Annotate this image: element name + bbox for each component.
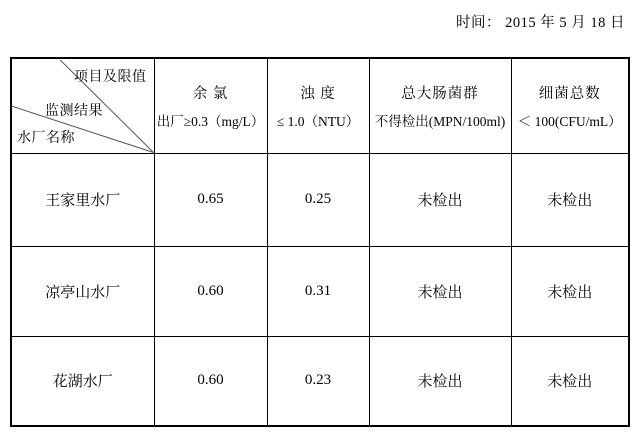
table-cell-value: 0.31	[267, 246, 369, 336]
table-cell-value: 0.65	[154, 153, 267, 246]
date-label: 时间： 2015 年 5 月 18 日	[456, 15, 625, 31]
table-row	[11, 246, 629, 336]
table-row	[11, 153, 629, 246]
column-title: 细菌总数	[538, 85, 601, 102]
table-header-row	[11, 58, 629, 153]
column-title: 余 氯	[192, 85, 229, 102]
column-header-total-bacteria	[511, 58, 629, 153]
corner-label-monitoring-results: 监测结果	[45, 104, 103, 119]
table-cell-value: 0.60	[154, 246, 267, 336]
column-header-total-coliform	[369, 58, 511, 153]
table-cell-value: 0.23	[267, 336, 369, 426]
table-cell-value: 未检出	[369, 246, 511, 336]
column-header-residual-chlorine	[154, 58, 267, 153]
row-header-plant-name: 花湖水厂	[11, 336, 154, 426]
table-cell-value: 未检出	[369, 336, 511, 426]
corner-label-items-and-limits: 项目及限值	[74, 70, 147, 85]
row-header-plant-name: 凉亭山水厂	[11, 246, 154, 336]
table-row	[11, 336, 629, 426]
column-title: 总大肠菌群	[401, 85, 479, 102]
table-cell-value: 0.25	[267, 153, 369, 246]
row-header-plant-name: 王家里水厂	[11, 153, 154, 246]
table-cell-value: 未检出	[511, 246, 629, 336]
column-limit: 不得检出(MPN/100ml)	[374, 113, 506, 129]
column-limit: ≤ 1.0（NTU）	[276, 113, 360, 129]
corner-header-cell	[11, 58, 154, 153]
water-quality-table	[10, 57, 630, 427]
column-limit: ＜ 100(CFU/mL）	[517, 113, 622, 129]
column-limit: 出厂≥0.3（mg/L）	[156, 113, 265, 129]
table-cell-value: 未检出	[511, 153, 629, 246]
column-header-turbidity	[267, 58, 369, 153]
corner-label-plant-name: 水厂名称	[17, 130, 75, 146]
table-cell-value: 未检出	[369, 153, 511, 246]
table-cell-value: 0.60	[154, 336, 267, 426]
column-title: 浊 度	[300, 85, 336, 102]
table-cell-value: 未检出	[511, 336, 629, 426]
